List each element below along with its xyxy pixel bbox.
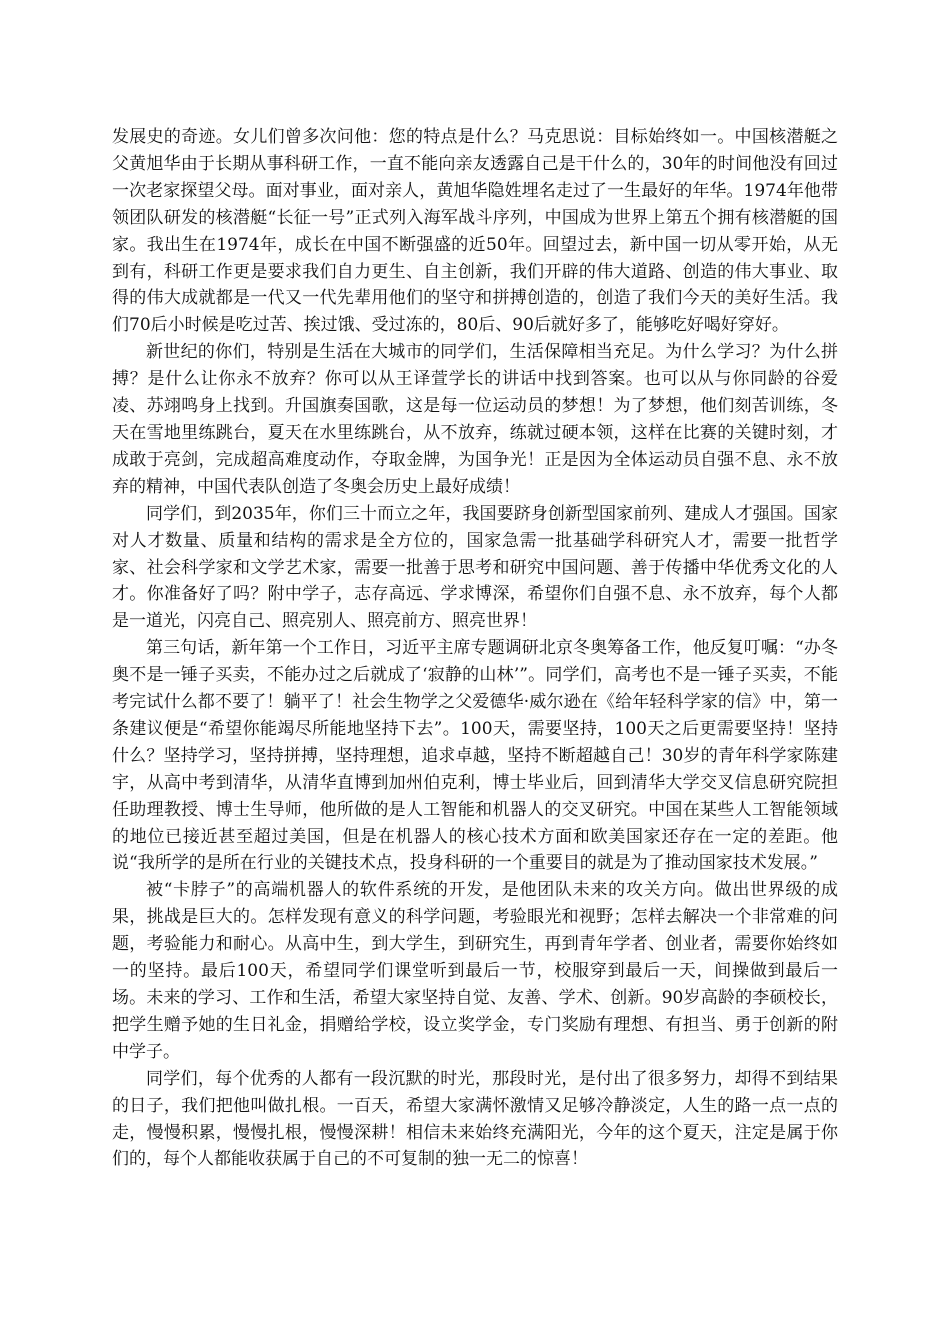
paragraph-6: 同学们，每个优秀的人都有一段沉默的时光，那段时光，是付出了很多努力，却得不到结果的日子，我们把他叫做扎根。一百天，希望大家满怀激情又足够冷静淡定，人生的路一点一点的走，慢慢积累，慢慢扎根，慢慢深耕！相信未来始终充满阳光，今年的这个夏天，注定是属于你们的，每个人都能收获属于自己的不可复制的独一无二的惊喜！: [112, 1068, 838, 1170]
paragraph-4: 第三句话，新年第一个工作日，习近平主席专题调研北京冬奥筹备工作，他反复叮嘱：“办冬奥不是一锤子买卖，不能办过之后就成了‘寂静的山林’”。同学们，高考也不是一锤子买卖，不能考完试什么都不要了！躺平了！社会生物学之父爱德华·威尔逊在《给年轻科学家的信》中，第一条建议便是“希望你能竭尽所能地坚持下去”。100天，需要坚持，100天之后更需要坚持！坚持什么？坚持学习，坚持拼搏，坚持理想，追求卓越，坚持不断超越自己！30岁的青年科学家陈建宇，从高中考到清华，从清华直博到加州伯克利，博士毕业后，回到清华大学交叉信息研究院担任助理教授、博士生导师，他所做的是人工智能和机器人的交叉研究。中国在某些人工智能领域的地位已接近甚至超过美国，但是在机器人的核心技术方面和欧美国家还存在一定的差距。他说“我所学的是所在行业的关键技术点，投身科研的一个重要目的就是为了推动国家技术发展。”: [112, 638, 838, 874]
document-body: [112, 124, 838, 1173]
paragraph-5: 被“卡脖子”的高端机器人的软件系统的开发，是他团队未来的攻关方向。做出世界级的成果，挑战是巨大的。怎样发现有意义的科学问题，考验眼光和视野；怎样去解决一个非常难的问题，考验能力和耐心。从高中生，到大学生，到研究生，再到青年学者、创业者，需要你始终如一的坚持。最后100天，希望同学们课堂听到最后一节，校服穿到最后一天，间操做到最后一场。未来的学习、工作和生活，希望大家坚持自觉、友善、学术、创新。90岁高龄的李硕校长，把学生赠予她的生日礼金，捐赠给学校，设立奖学金，专门奖励有理想、有担当、勇于创新的附中学子。: [112, 880, 838, 1062]
paragraph-1: 发展史的奇迹。女儿们曾多次问他：您的特点是什么？马克思说：目标始终如一。中国核潜艇之父黄旭华由于长期从事科研工作，一直不能向亲友透露自己是干什么的，30年的时间他没有回过一次老家探望父母。面对事业，面对亲人，黄旭华隐姓埋名走过了一生最好的年华。1974年他带领团队研发的核潜艇“长征一号”正式列入海军战斗序列，中国成为世界上第五个拥有核潜艇的国家。我出生在1974年，成长在中国不断强盛的近50年。回望过去，新中国一切从零开始，从无到有，科研工作更是要求我们自力更生、自主创新，我们开辟的伟大道路、创造的伟大事业、取得的伟大成就都是一代又一代先辈用他们的坚守和拼搏创造的，创造了我们今天的美好生活。我们70后小时候是吃过苦、挨过饿、受过冻的，80后、90后就好多了，能够吃好喝好穿好。: [112, 127, 838, 336]
paragraph-2: 新世纪的你们，特别是生活在大城市的同学们，生活保障相当充足。为什么学习？为什么拼搏？是什么让你永不放弃？你可以从王译萱学长的讲话中找到答案。也可以从与你同龄的谷爱凌、苏翊鸣身上找到。升国旗奏国歌，这是每一位运动员的梦想！为了梦想，他们刻苦训练，冬天在雪地里练跳台，夏天在水里练跳台，从不放弃，练就过硬本领，这样在比赛的关键时刻，才成敢于亮剑，完成超高难度动作，夺取金牌，为国争光！正是因为全体运动员自强不息、永不放弃的精神，中国代表队创造了冬奥会历史上最好成绩！: [112, 342, 838, 497]
paragraph-3: 同学们，到2035年，你们三十而立之年，我国要跻身创新型国家前列、建成人才强国。国家对人才数量、质量和结构的需求是全方位的，国家急需一批基础学科研究人才，需要一批哲学家、社会科学家和文学艺术家，需要一批善于思考和研究中国问题、善于传播中华优秀文化的人才。你准备好了吗？附中学子，志存高远、学求博深，希望你们自强不息、永不放弃，每个人都是一道光，闪亮自己、照亮别人、照亮前方、照亮世界！: [112, 503, 838, 632]
